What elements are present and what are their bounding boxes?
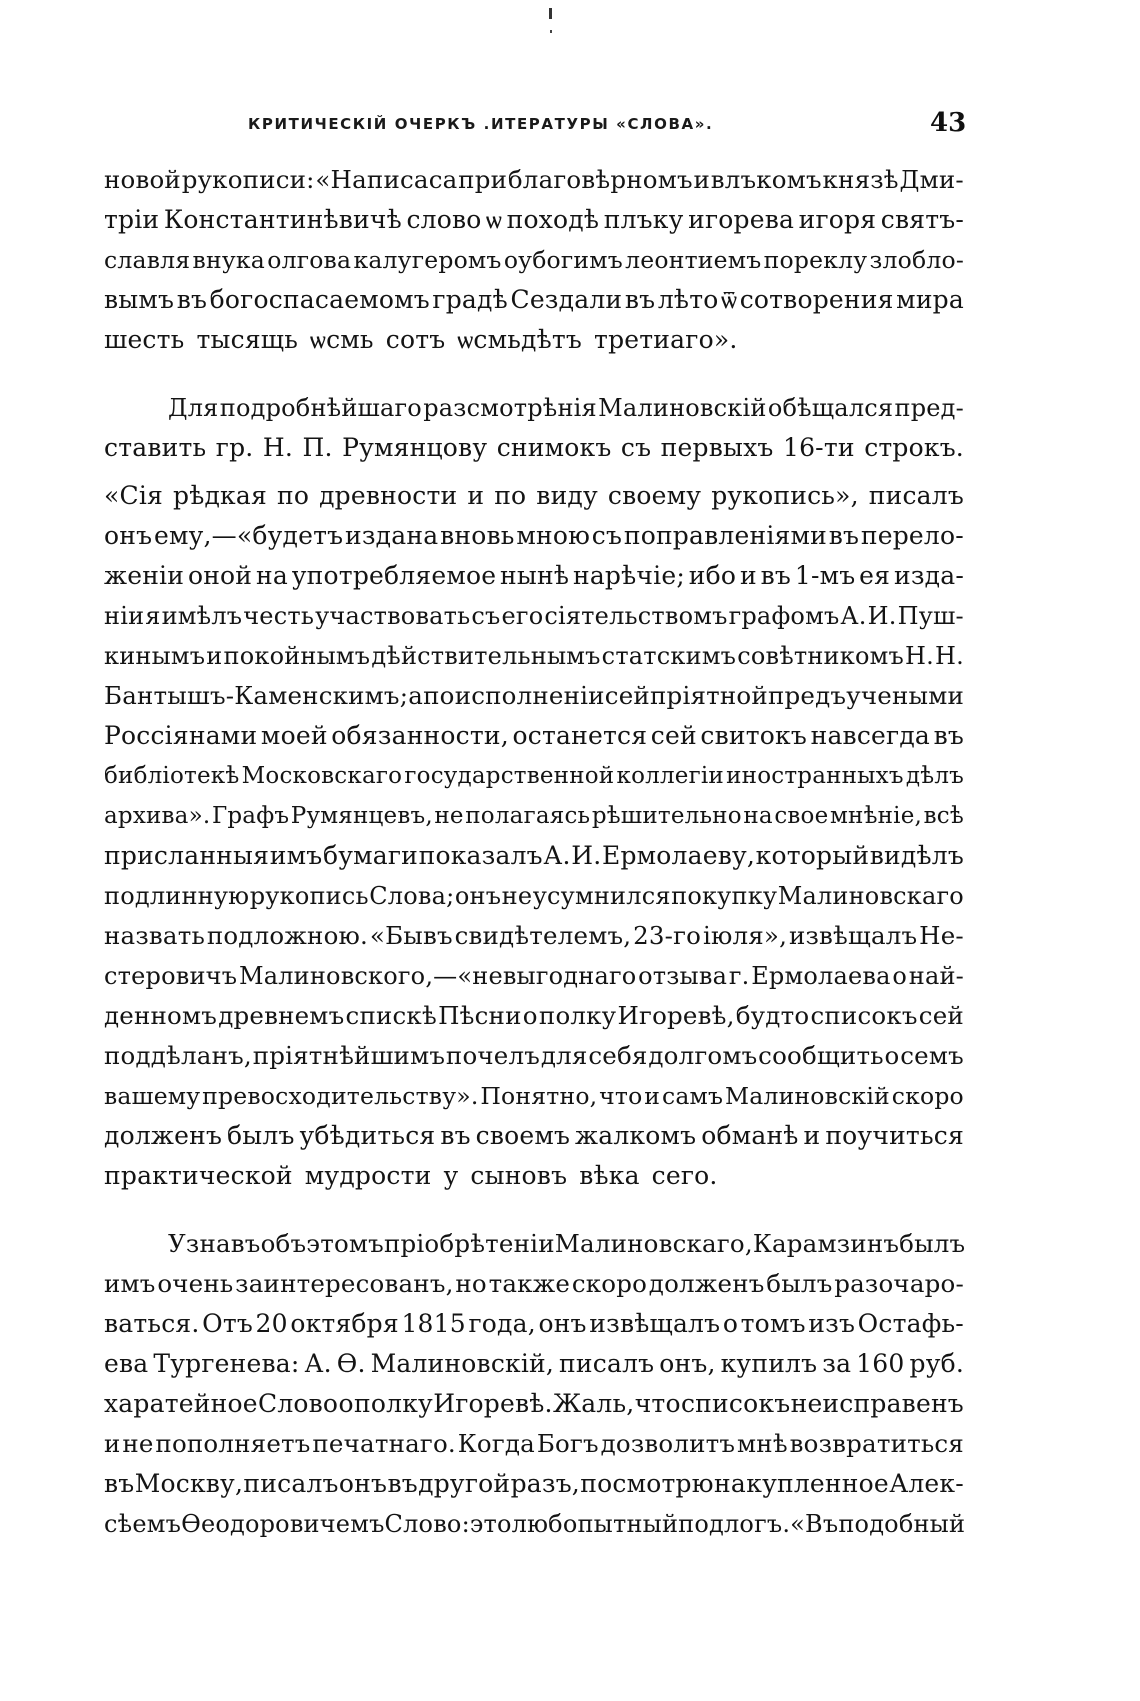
text-line: трiи Константинѣвичѣ слово ѡ походѣ плъку игорева игоря святъ-	[104, 205, 964, 234]
text-line: денномъ древнемъ спискѣ Пѣсни о полку Игоревѣ, будто списокъ сей	[104, 1001, 964, 1030]
paragraph	[104, 388, 964, 1196]
text-line: и не пополняетъ печатнаго. Когда Богъ дозволитъ мнѣ возвратиться	[104, 1429, 964, 1458]
body-text	[104, 160, 964, 1544]
text-line: назвать подложною. «Бывъ свидѣтелемъ, 23-го іюля», извѣщалъ Не-	[104, 921, 964, 950]
scan-mark	[549, 8, 552, 19]
text-line: харатейное Слово о полку Игоревѣ. Жаль, что списокъ неисправенъ	[104, 1389, 964, 1418]
text-line: долженъ былъ убѣдиться въ своемъ жалкомъ обманѣ и поучиться	[104, 1121, 964, 1150]
text-line: ева Тургенева: А. Ѳ. Малиновскій, писалъ онъ, купилъ за 160 руб.	[104, 1349, 964, 1378]
text-line: шесть тысящь ѡсмь сотъ ѡсмьдѣтъ третиаго».	[104, 325, 738, 354]
text-line: вашему превосходительству». Понятно, что и самъ Малиновскій скоро	[104, 1082, 964, 1110]
text-line: присланныя имъ бумаги показалъ А. И. Ермолаеву, который видѣлъ	[104, 841, 964, 870]
text-line: библіотекѣ Московскаго государственной коллегіи иностранныхъ дѣлъ	[104, 763, 964, 789]
text-line: Узнавъ объ этомъ пріобрѣтеніи Малиновскаго, Карамзинъ былъ	[168, 1229, 966, 1258]
text-line: женіи оной на употребляемое нынѣ нарѣчіе; ибо и въ 1-мъ ея изда-	[104, 561, 964, 590]
text-line: поддѣланъ, пріятнѣйшимъ почелъ для себя долгомъ сообщить о семъ	[104, 1041, 964, 1070]
text-line: «Сія рѣдкая по древности и по виду своему рукопись», писалъ	[104, 481, 964, 510]
text-line: ваться. Отъ 20 октября 1815 года, онъ извѣщалъ о томъ изъ Остафь-	[104, 1309, 964, 1338]
page-number: 43	[930, 108, 967, 138]
text-line: новой рукописи: «Написаса при благовѣрномъ и влъкомъ князѣ Дми-	[104, 165, 964, 194]
text-line: архива». Графъ Румянцевъ, не полагаясь рѣшительно на свое мнѣніе, всѣ	[104, 803, 964, 829]
paragraph	[104, 160, 964, 360]
text-line: славля внука олгова калугеромъ оубогимъ леонтиемъ пореклу злобло-	[104, 246, 964, 274]
text-line: сѣемъ Ѳеодоровичемъ Слово: это любопытный подлогъ. «Въ подобный	[104, 1510, 966, 1538]
text-line: практической мудрости у сыновъ вѣка сего.	[104, 1161, 718, 1190]
text-line: подлинную рукопись Слова; онъ не усумнился покупку Малиновскаго	[104, 882, 964, 910]
paragraph	[104, 1224, 964, 1544]
text-line: въ Москву, писалъ онъ въ другой разъ, посмотрю на купленное Алек-	[104, 1469, 964, 1498]
text-line: стеровичъ Малиновского,—«невыгоднаго отзыва г. Ермолаева о най-	[104, 962, 964, 990]
running-title: КРИТИЧЕСКІЙ ОЧЕРКЪ .ИТЕРАТУРЫ «СЛОВА».	[248, 115, 714, 133]
text-line: Бантышъ-Каменскимъ; а по исполненіи сей пріятной предъ учеными	[104, 681, 964, 710]
text-line: ставить гр. Н. П. Румянцову снимокъ съ первыхъ 16-ти строкъ.	[104, 433, 964, 462]
scan-mark	[550, 30, 552, 33]
text-line: вымъ въ богоспасаемомъ градѣ Сездали въ лѣто ѿ сотворения мира	[104, 285, 964, 314]
text-line: ніи я имѣлъ честь участвовать съ его сіятельствомъ графомъ А. И. Пуш-	[104, 602, 964, 630]
text-line: Россіянами моей обязанности, останется сей свитокъ навсегда въ	[104, 721, 964, 750]
text-line: кинымъ и покойнымъ дѣйствительнымъ статскимъ совѣтникомъ Н. Н.	[104, 642, 964, 670]
text-line: Для подробнѣйшаго разсмотрѣнія Малиновскій обѣщался пред-	[168, 394, 964, 422]
text-line: имъ очень заинтересованъ, но также скоро долженъ былъ разочаро-	[104, 1269, 964, 1298]
text-line: онъ ему,—«будетъ издана вновь мною съ поправленіями въ перело-	[104, 521, 964, 550]
